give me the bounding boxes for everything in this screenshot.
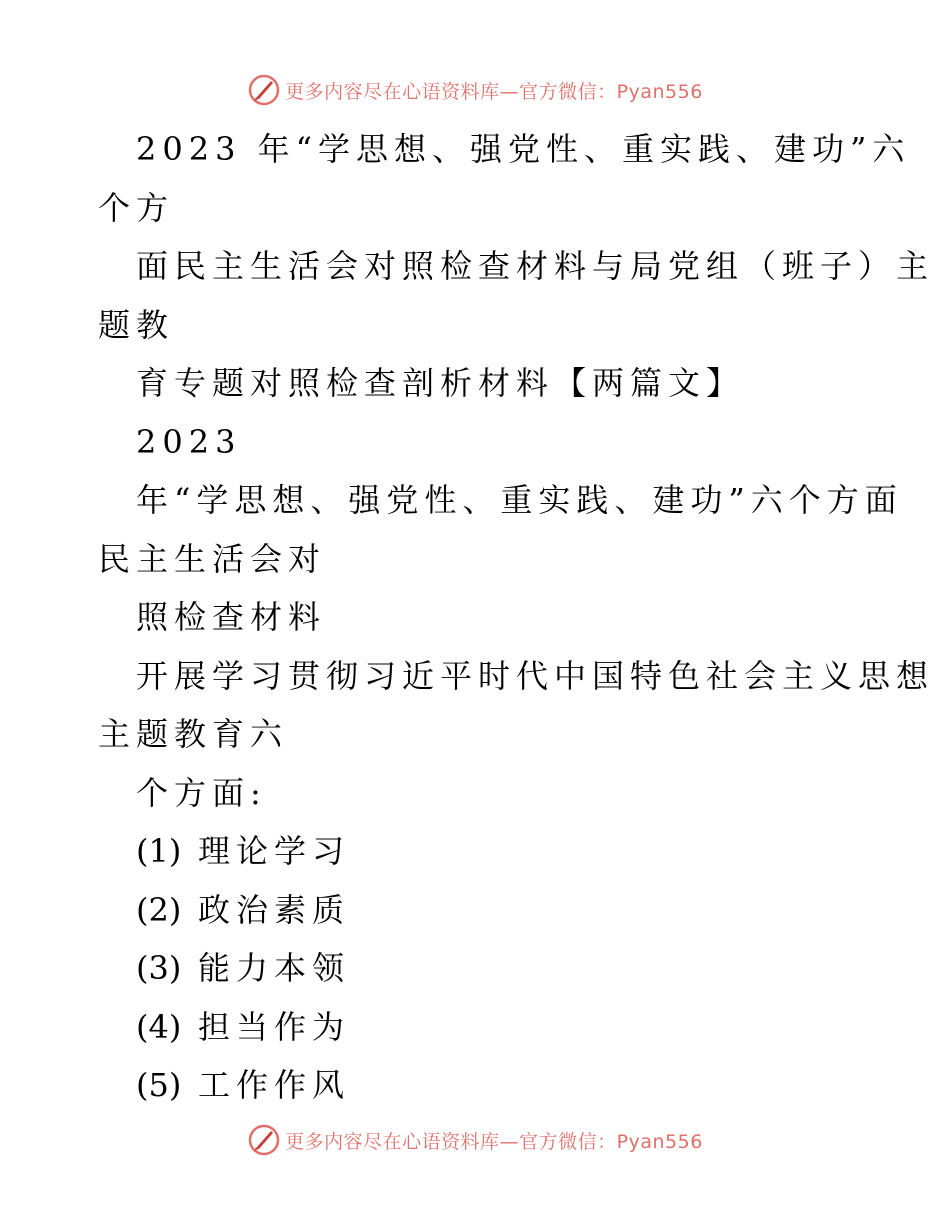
- list-item-text: 能力本领: [198, 949, 351, 987]
- section-title-line-2: 民主生活会对: [98, 539, 327, 578]
- paragraph-line-3: 个方面:: [136, 773, 267, 812]
- title-line-5: 育专题对照检查剖析材料【两篇文】: [136, 364, 745, 402]
- section-title-line-1: 年“学思想、强党性、重实践、建功”六个方面: [136, 481, 903, 519]
- list-item-text: 政治素质: [198, 890, 351, 929]
- list-item: [98, 881, 858, 940]
- list-item-text: 工作作风: [198, 1066, 351, 1104]
- footer-watermark-text: 更多内容尽在心语资料库—官方微信：Pyan556: [285, 1130, 703, 1153]
- list-item: [98, 822, 858, 881]
- header-watermark-banner: [0, 68, 950, 112]
- list-item-text: 理论学习: [198, 832, 351, 870]
- paragraph-line-2: 主题教育六: [98, 715, 289, 753]
- footer-watermark-banner: [0, 1118, 950, 1162]
- list-item-number: (1): [136, 832, 182, 870]
- paragraph-line-1: 开展学习贯彻习近平时代中国特色社会主义思想: [136, 656, 935, 695]
- list-item-text: 担当作为: [198, 1007, 351, 1046]
- section-year-line: 2023: [136, 422, 242, 461]
- title-line-2: 个方: [98, 188, 175, 227]
- title-line-3: 面民主生活会对照检查材料与局党组（班子）主: [136, 247, 935, 285]
- list-item-number: (5): [136, 1066, 182, 1104]
- document-body: [98, 120, 935, 1115]
- quill-logo-icon: [247, 1123, 281, 1157]
- list-item-number: (2): [136, 890, 182, 929]
- title-line-4: 题教: [98, 305, 175, 344]
- section-title-line-3: 照检查材料: [136, 598, 327, 636]
- title-line-1: 2023 年“学思想、强党性、重实践、建功”六: [136, 130, 911, 168]
- list-item: [98, 998, 858, 1057]
- list-item: [98, 1056, 858, 1115]
- list-item-number: (4): [136, 1007, 182, 1046]
- quill-logo-icon: [247, 73, 281, 107]
- list-item: [98, 939, 858, 998]
- list-item-number: (3): [136, 949, 182, 987]
- header-watermark-text: 更多内容尽在心语资料库—官方微信：Pyan556: [285, 80, 703, 103]
